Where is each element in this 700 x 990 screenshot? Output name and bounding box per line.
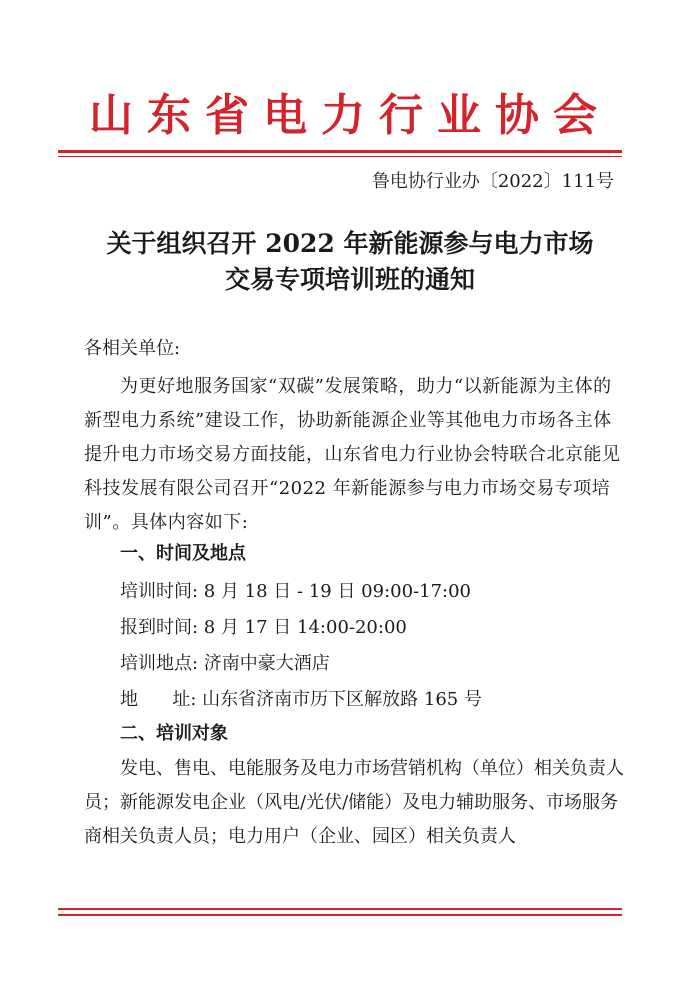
letterhead-red-rule-thin [58, 156, 622, 157]
document-number: 鲁电协行业办〔2022〕111号 [371, 171, 614, 192]
salutation: 各相关单位: [84, 338, 181, 359]
registration-time: 报到时间: 8 月 17 日 14:00-20:00 [120, 617, 407, 638]
document-title-line-2: 交易专项培训班的通知 [224, 265, 475, 294]
section-heading-time-location: 一、时间及地点 [120, 543, 246, 564]
footer-red-rule [58, 908, 622, 910]
intro-paragraph: 为更好地服务国家“双碳”发展策略，助力“以新能源为主体的新型电力系统”建设工作，协助新能源企业等其他电力市场各主体提升电力市场交易方面技能，山东省电力行业协会特联合北京能见科技发展有限公司召开“2022 年新能源参与电力市场交易专项培训”。具体内容如下: [84, 376, 621, 533]
training-time: 培训时间: 8 月 18 日 - 19 日 09:00-17:00 [120, 581, 472, 602]
document-title [0, 226, 700, 298]
letterhead-red-rule [58, 150, 622, 153]
document-title-line-1: 关于组织召开 2022 年新能源参与电力市场 [106, 229, 594, 258]
address-value: 山东省济南市历下区解放路 165 号 [202, 689, 482, 710]
address-line [120, 686, 482, 714]
section-heading-audience: 二、培训对象 [120, 723, 228, 744]
address-label: 地 址: [120, 689, 197, 710]
audience-paragraph: 发电、售电、电能服务及电力市场营销机构（单位）相关负责人员；新能源发电企业（风电/光伏/储能）及电力辅助服务、市场服务商相关负责人员；电力用户（企业、园区）相关负责人 [84, 758, 624, 847]
org-letterhead-title: 山东省电力行业协会 [89, 90, 611, 141]
training-location: 培训地点: 济南中豪大酒店 [120, 653, 330, 674]
footer-red-rule-2 [58, 914, 622, 916]
